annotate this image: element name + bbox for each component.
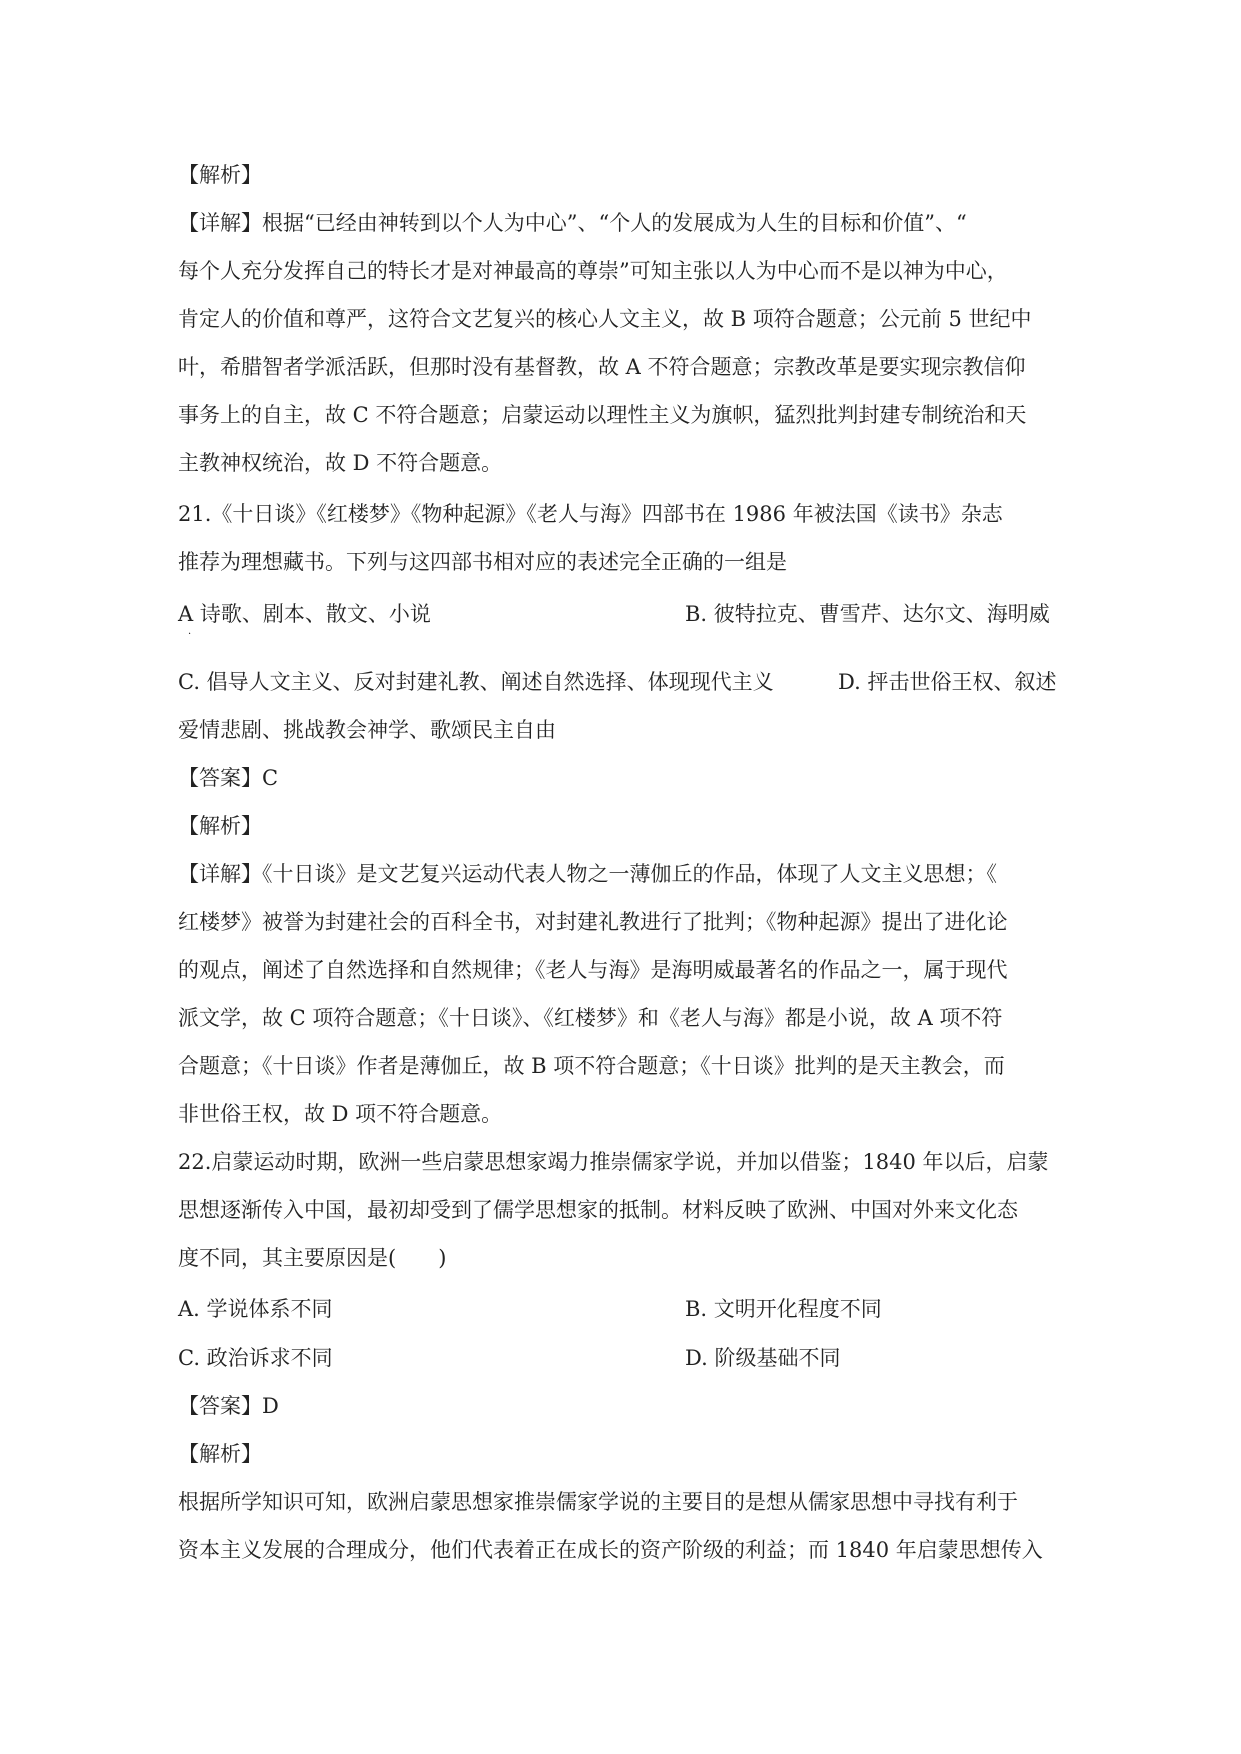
detail-line: 【详解】根据“已经由神转到以个人为中心”、“个人的发展成为人生的目标和价值”、“ <box>178 211 967 235</box>
question-21-option-d: D. 抨击世俗王权、叙述 <box>838 670 1057 694</box>
detail-line: 根据所学知识可知，欧洲启蒙思想家推崇儒家学说的主要目的是想从儒家思想中寻找有利于 <box>178 1490 1018 1514</box>
detail-line: 资本主义发展的合理成分，他们代表着正在成长的资产阶级的利益；而 1840 年启蒙思想传入 <box>178 1538 1043 1562</box>
question-22-stem: 思想逐渐传入中国，最初却受到了儒学思想家的抵制。材料反映了欧洲、中国对外来文化态 <box>178 1198 1018 1222</box>
question-21-stem: 21.《十日谈》《红楼梦》《物种起源》《老人与海》四部书在 1986 年被法国《读书》杂志 <box>178 502 1003 526</box>
detail-line: 红楼梦》被誉为封建社会的百科全书，对封建礼教进行了批判；《物种起源》提出了进化论 <box>178 910 1008 934</box>
analysis-heading: 【解析】 <box>178 814 262 838</box>
question-21-option-c: C. 倡导人文主义、反对封建礼教、阐述自然选择、体现现代主义 <box>178 670 774 694</box>
question-21-option-d-continued: 爱情悲剧、挑战教会神学、歌颂民主自由 <box>178 718 556 742</box>
detail-line: 每个人充分发挥自己的特长才是对神最高的尊崇”可知主张以人为中心而不是以神为中心， <box>178 259 1008 283</box>
question-21-option-a: A 诗歌、剧本、散文、小说 <box>178 602 431 626</box>
detail-line: 【详解】《十日谈》是文艺复兴运动代表人物之一薄伽丘的作品，体现了人文主义思想；《 <box>178 862 997 886</box>
detail-line: 主教神权统治，故 D 不符合题意。 <box>178 451 503 475</box>
analysis-heading: 【解析】 <box>178 163 262 187</box>
detail-line: 合题意；《十日谈》作者是薄伽丘，故 B 项不符合题意；《十日谈》批判的是天主教会，而 <box>178 1054 1005 1078</box>
detail-line: 派文学，故 C 项符合题意；《十日谈》、《红楼梦》和《老人与海》都是小说，故 A 项不符 <box>178 1006 1003 1030</box>
question-22-option-c: C. 政治诉求不同 <box>178 1346 333 1370</box>
option-a-dot: · <box>188 629 192 640</box>
question-22-option-b: B. 文明开化程度不同 <box>685 1297 882 1321</box>
question-22-stem: 度不同，其主要原因是( ) <box>178 1246 447 1270</box>
question-22-option-a: A. 学说体系不同 <box>178 1297 333 1321</box>
question-22-stem: 22.启蒙运动时期，欧洲一些启蒙思想家竭力推崇儒家学说，并加以借鉴；1840 年以后，启蒙 <box>178 1150 1049 1174</box>
detail-line: 肯定人的价值和尊严，这符合文艺复兴的核心人文主义，故 B 项符合题意；公元前 5 世纪中 <box>178 307 1032 331</box>
detail-line: 事务上的自主，故 C 不符合题意；启蒙运动以理性主义为旗帜，猛烈批判封建专制统治和天 <box>178 403 1027 427</box>
question-22-option-d: D. 阶级基础不同 <box>685 1346 841 1370</box>
detail-line: 叶，希腊智者学派活跃，但那时没有基督教，故 A 不符合题意；宗教改革是要实现宗教信仰 <box>178 355 1026 379</box>
question-22-answer: 【答案】D <box>178 1394 279 1418</box>
detail-line: 的观点，阐述了自然选择和自然规律；《老人与海》是海明威最著名的作品之一，属于现代 <box>178 958 1008 982</box>
question-21-option-b: B. 彼特拉克、曹雪芹、达尔文、海明威 <box>685 602 1050 626</box>
analysis-heading: 【解析】 <box>178 1442 262 1466</box>
question-21-stem: 推荐为理想藏书。下列与这四部书相对应的表述完全正确的一组是 <box>178 550 787 574</box>
detail-line: 非世俗王权，故 D 项不符合题意。 <box>178 1102 503 1126</box>
question-21-answer: 【答案】C <box>178 766 279 790</box>
